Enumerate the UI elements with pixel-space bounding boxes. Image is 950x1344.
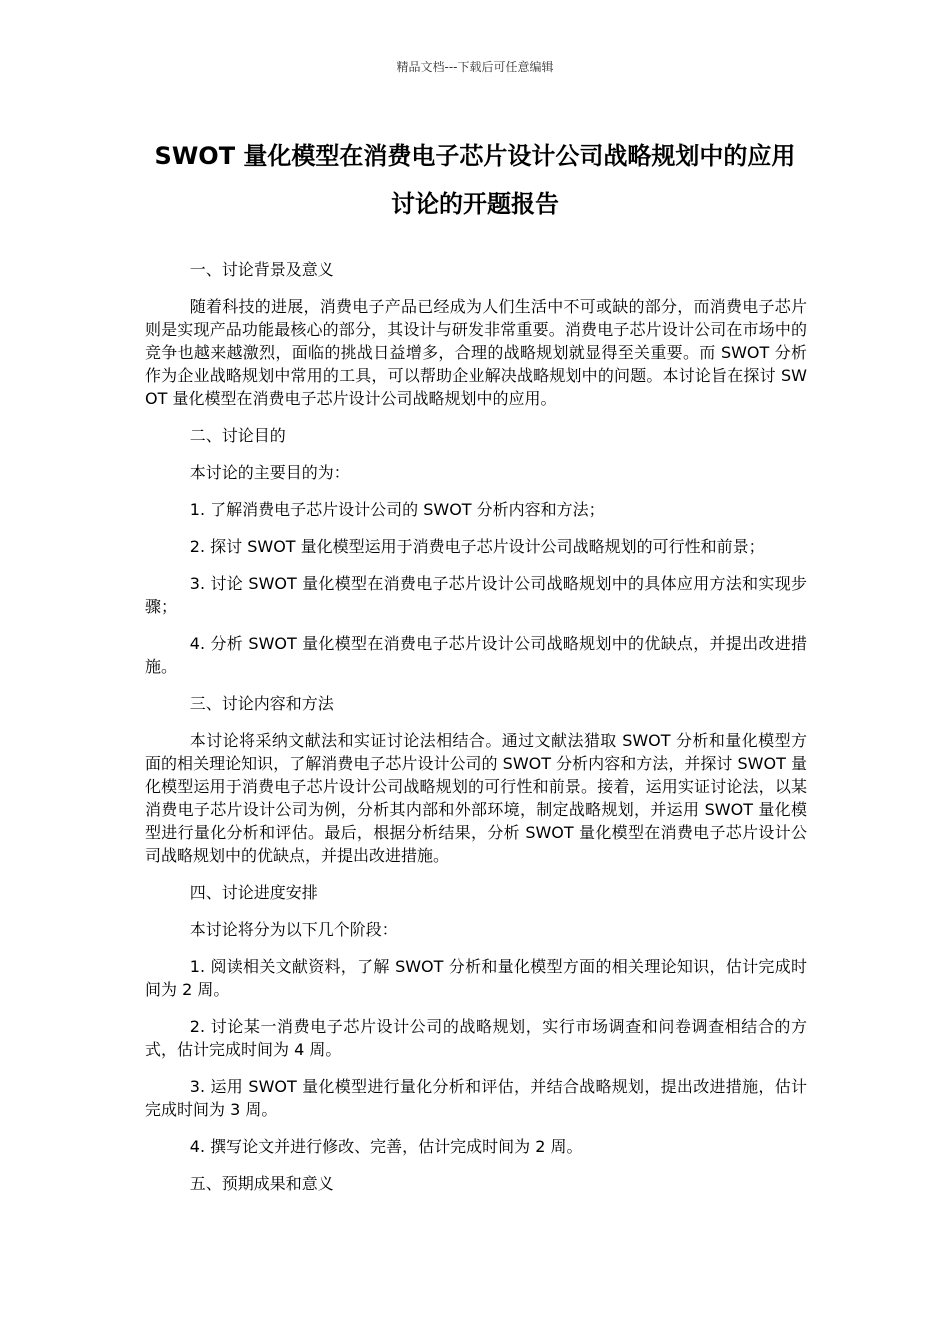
section-heading-content-method: 三、讨论内容和方法 — [189, 694, 334, 713]
document-body — [145, 258, 807, 1209]
list-item-purpose-3: 3. 讨论 SWOT 量化模型在消费电子芯片设计公司战略规划中的具体应用方法和实现步骤； — [145, 574, 807, 616]
section-heading-background: 一、讨论背景及意义 — [189, 260, 334, 279]
section-heading-purpose: 二、讨论目的 — [189, 426, 286, 445]
paragraph-background: 随着科技的进展，消费电子产品已经成为人们生活中不可或缺的部分，而消费电子芯片则是实现产品功能最核心的部分，其设计与研发非常重要。消费电子芯片设计公司在市场中的竞争也越来越激烈，面临的挑战日益增多，合理的战略规划就显得至关重要。而 SWOT 分析作为企业战略规划中常用的工具，可以帮助企业解决战略规划中的问题。本讨论旨在探讨 SWOT 量化模型在消费电子芯片设计公司战略规划中的应用。 — [145, 297, 807, 408]
list-item-purpose-1: 1. 了解消费电子芯片设计公司的 SWOT 分析内容和方法； — [189, 500, 605, 519]
list-item-schedule-2: 2. 讨论某一消费电子芯片设计公司的战略规划，实行市场调查和问卷调查相结合的方式，估计完成时间为 4 周。 — [145, 1017, 807, 1059]
section-heading-schedule: 四、讨论进度安排 — [189, 883, 318, 902]
list-item-purpose-4: 4. 分析 SWOT 量化模型在消费电子芯片设计公司战略规划中的优缺点，并提出改进措施。 — [145, 634, 807, 676]
paragraph-purpose-intro: 本讨论的主要目的为： — [189, 463, 350, 482]
paragraph-schedule-intro: 本讨论将分为以下几个阶段： — [189, 920, 398, 939]
list-item-purpose-2: 2. 探讨 SWOT 量化模型运用于消费电子芯片设计公司战略规划的可行性和前景； — [189, 537, 765, 556]
list-item-schedule-1: 1. 阅读相关文献资料，了解 SWOT 分析和量化模型方面的相关理论知识，估计完成时间为 2 周。 — [145, 957, 807, 999]
list-item-schedule-4: 4. 撰写论文并进行修改、完善，估计完成时间为 2 周。 — [189, 1137, 583, 1156]
list-item-schedule-3: 3. 运用 SWOT 量化模型进行量化分析和评估，并结合战略规划，提出改进措施，估计完成时间为 3 周。 — [145, 1077, 807, 1119]
document-title: SWOT 量化模型在消费电子芯片设计公司战略规划中的应用讨论的开题报告 — [154, 142, 796, 218]
paragraph-content-method: 本讨论将采纳文献法和实证讨论法相结合。通过文献法猎取 SWOT 分析和量化模型方面的相关理论知识，了解消费电子芯片设计公司的 SWOT 分析内容和方法，并探讨 SWOT 量化模型运用于消费电子芯片设计公司战略规划的可行性和前景。接着，运用实证讨论法，以某消费电子芯片设计公司为例，分析其内部和外部环境，制定战略规划，并运用 SWOT 量化模型进行量化分析和评估。最后，根据分析结果，分析 SWOT 量化模型在消费电子芯片设计公司战略规划中的优缺点，并提出改进措施。 — [145, 731, 807, 865]
section-heading-outcomes: 五、预期成果和意义 — [189, 1174, 334, 1193]
header-note: 精品文档---下载后可任意编辑 — [396, 60, 554, 74]
